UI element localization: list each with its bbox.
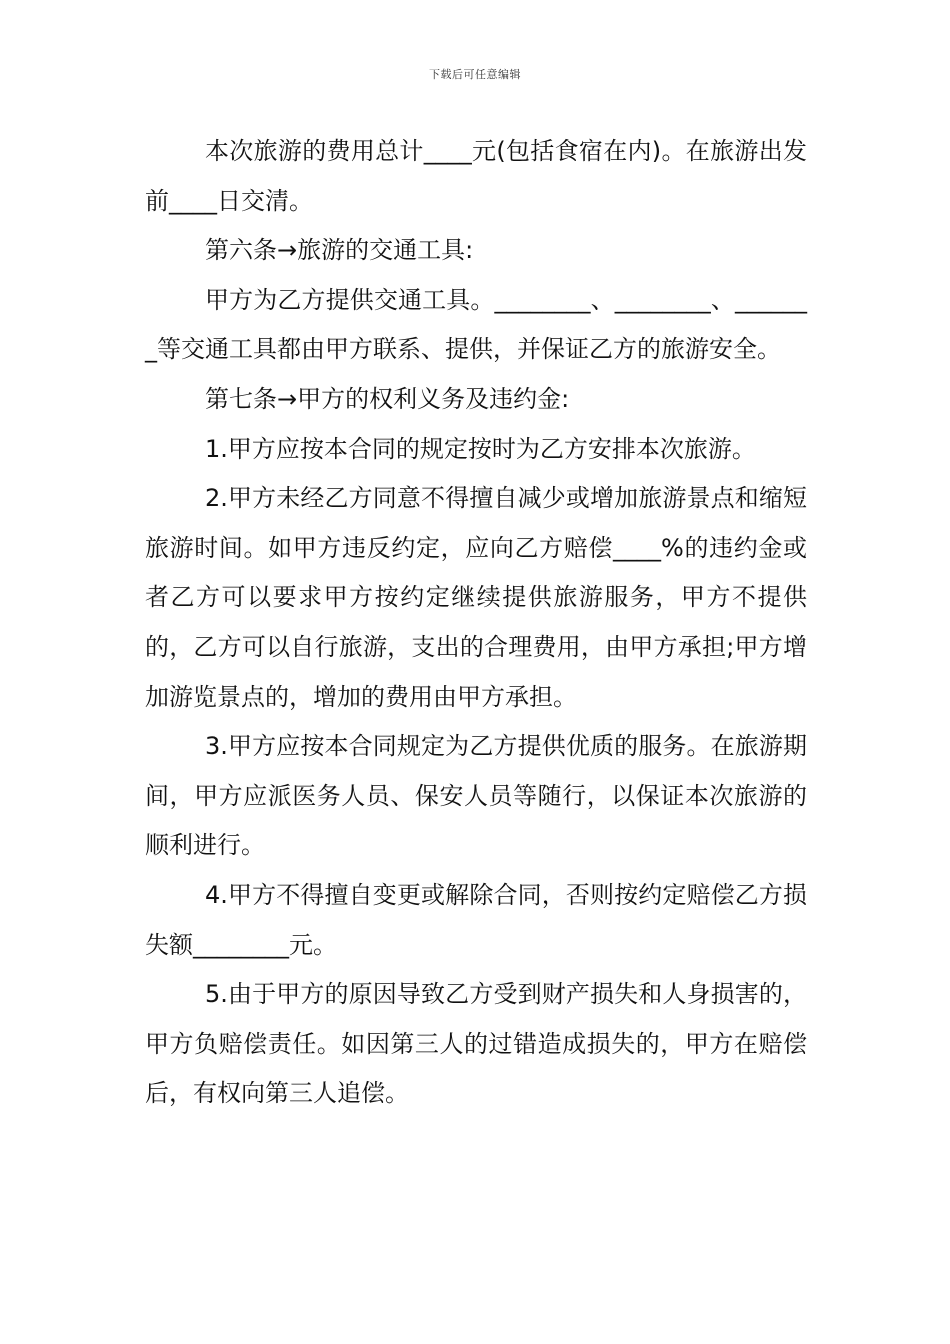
page-header: 下载后可任意编辑 — [429, 68, 521, 81]
paragraph-transport: 甲方为乙方提供交通工具。________、________、_______等交通工具都由甲方联系、提供，并保证乙方的旅游安全。 — [145, 285, 807, 364]
paragraph-clause-5: 5.由于甲方的原因导致乙方受到财产损失和人身损害的，甲方负赔偿责任。如因第三人的过错造成损失的，甲方在赔偿后，有权向第三人追偿。 — [145, 980, 807, 1108]
paragraph-clause-2: 2.甲方未经乙方同意不得擅自减少或增加旅游景点和缩短旅游时间。如甲方违反约定，应向乙方赔偿____%的违约金或者乙方可以要求甲方按约定继续提供旅游服务，甲方不提供的，乙方可以自行旅游，支出的合理费用，由甲方承担;甲方增加游览景点的，增加的费用由甲方承担。 — [145, 484, 807, 711]
paragraph-clause-3: 3.甲方应按本合同规定为乙方提供优质的服务。在旅游期间，甲方应派医务人员、保安人员等随行，以保证本次旅游的顺利进行。 — [145, 732, 807, 860]
document-body — [145, 127, 807, 1119]
paragraph-clause-1: 1.甲方应按本合同的规定按时为乙方安排本次旅游。 — [205, 434, 756, 463]
paragraph-article-6-heading: 第六条→旅游的交通工具: — [205, 236, 474, 265]
paragraph-fee-total: 本次旅游的费用总计____元(包括食宿在内)。在旅游出发前____日交清。 — [145, 137, 807, 215]
paragraph-clause-4: 4.甲方不得擅自变更或解除合同，否则按约定赔偿乙方损失额________元。 — [145, 880, 807, 959]
paragraph-article-7-heading: 第七条→甲方的权利义务及违约金: — [205, 384, 570, 413]
